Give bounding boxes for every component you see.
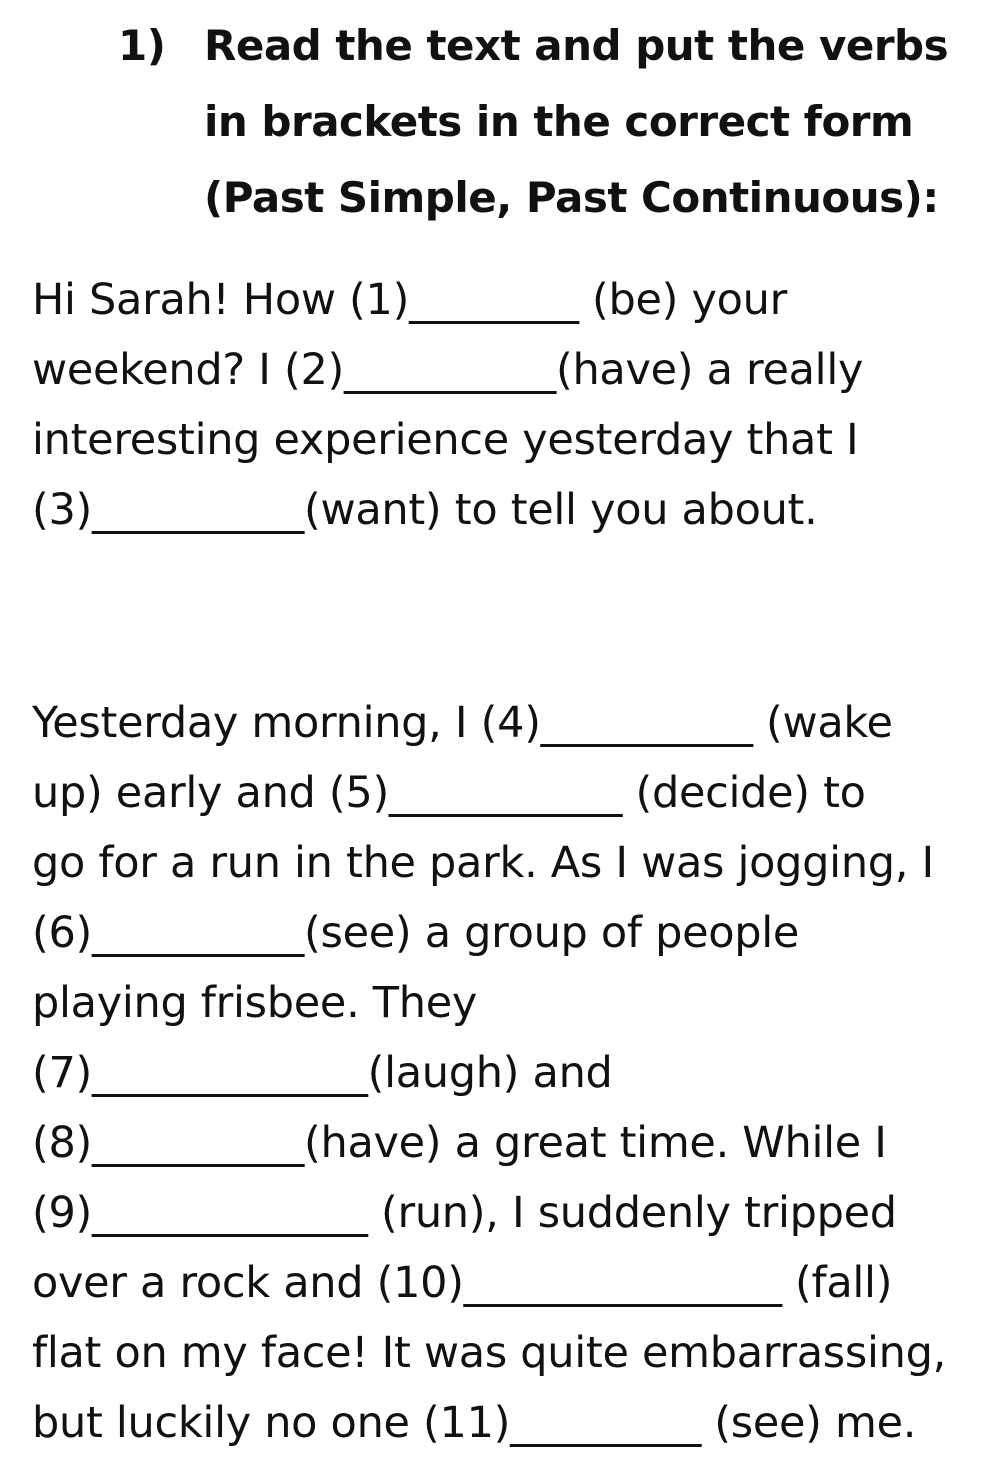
text-line: up) early and (5)___________ (decide) to (32, 768, 866, 818)
text-paragraph-1 (32, 265, 992, 545)
text-line: Yesterday morning, I (4)__________ (wake (32, 698, 893, 748)
text-paragraph-2 (32, 688, 992, 1458)
instruction-line: Read the text and put the verbs (204, 21, 949, 70)
instruction-line: (Past Simple, Past Continuous): (204, 173, 939, 222)
text-line: playing frisbee. They (32, 978, 478, 1028)
text-line: (8)__________(have) a great time. While I (32, 1118, 887, 1168)
text-line: (6)__________(see) a group of people (32, 908, 800, 958)
text-line: interesting experience yesterday that I (32, 415, 859, 465)
text-line: over a rock and (10)_______________ (fall) (32, 1258, 893, 1308)
exercise-number: 1) (118, 21, 166, 70)
text-line: (7)_____________(laugh) and (32, 1048, 613, 1098)
instruction-line: in brackets in the correct form (204, 97, 914, 146)
text-line: Hi Sarah! How (1)________ (be) your (32, 275, 787, 325)
text-line: go for a run in the park. As I was jogging, I (32, 838, 934, 888)
exercise-instruction (204, 8, 1004, 236)
text-line: flat on my face! It was quite embarrassing, (32, 1328, 946, 1378)
text-line: (9)_____________ (run), I suddenly tripped (32, 1188, 897, 1238)
text-line: weekend? I (2)__________(have) a really (32, 345, 864, 395)
text-line: (3)__________(want) to tell you about. (32, 485, 818, 535)
text-line: but luckily no one (11)_________ (see) me. (32, 1398, 917, 1448)
